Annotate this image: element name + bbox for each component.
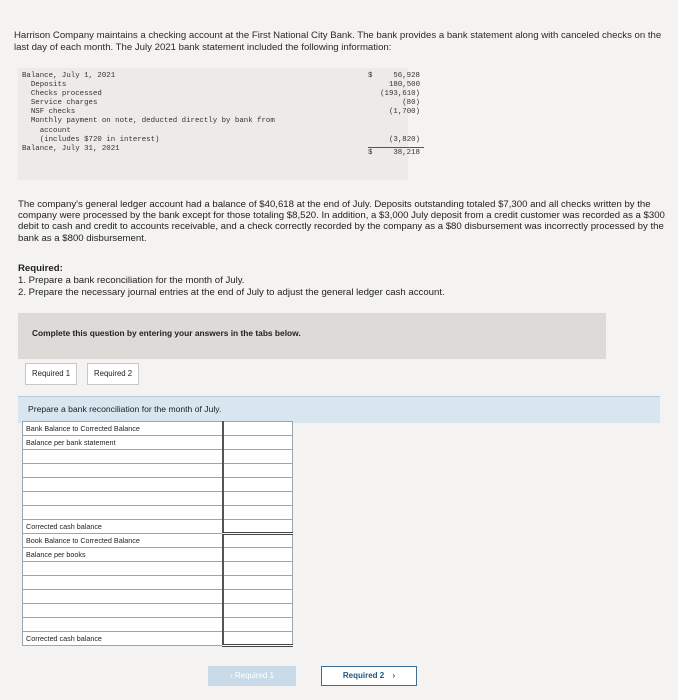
bs-label: NSF checks <box>22 108 76 117</box>
required-item: 2. Prepare the necessary journal entries at the end of July to adjust the general ledger cash account. <box>18 286 445 298</box>
bs-value: (3,820) <box>388 135 420 144</box>
book-start-label: Balance per books <box>23 548 223 562</box>
required-heading: Required: <box>18 263 63 274</box>
tab-required-2[interactable]: Required 2 <box>87 363 139 385</box>
item-cell[interactable] <box>23 492 223 506</box>
amount-cell[interactable] <box>223 506 293 520</box>
bs-value: 56,928 <box>393 72 420 80</box>
tab-required-1[interactable]: Required 1 <box>25 363 77 385</box>
bs-label: Monthly payment on note, deducted directly by bank from <box>22 117 275 126</box>
amount-cell[interactable] <box>223 450 293 464</box>
instruction-text: Complete this question by entering your answers in the tabs below. <box>32 328 301 338</box>
bank-start-label: Balance per bank statement <box>23 436 223 450</box>
item-cell[interactable] <box>23 562 223 576</box>
reconciliation-table <box>22 421 293 647</box>
problem-intro: Harrison Company maintains a checking account at the First National City Bank. The bank provides a bank statement along with canceled checks on the last day of each month. The July 2021 bank statement included the following information: <box>14 30 662 53</box>
bank-amount-input[interactable] <box>227 479 290 491</box>
item-cell[interactable] <box>23 464 223 478</box>
next-tab-label: Required 2 <box>342 671 385 680</box>
amount-cell[interactable] <box>223 618 293 632</box>
amount-cell[interactable] <box>223 604 293 618</box>
bank-statement-values <box>368 72 424 158</box>
bank-corrected-label: Corrected cash balance <box>23 520 223 534</box>
bank-item-input[interactable] <box>26 465 219 477</box>
bank-item-input[interactable] <box>26 507 219 519</box>
amount-cell[interactable] <box>223 436 293 450</box>
amount-cell[interactable] <box>223 478 293 492</box>
amount-cell[interactable] <box>223 576 293 590</box>
book-amount-input[interactable] <box>227 577 290 589</box>
prompt-bar <box>18 396 660 423</box>
bs-label: Checks processed <box>22 90 102 99</box>
chevron-left-icon: ‹ <box>229 671 235 680</box>
item-cell[interactable] <box>23 604 223 618</box>
bs-value: 38,218 <box>393 148 420 157</box>
bank-amount-input[interactable] <box>227 451 290 463</box>
item-cell[interactable] <box>23 478 223 492</box>
empty-cell <box>223 534 293 548</box>
book-item-input[interactable] <box>26 591 219 603</box>
amount-cell[interactable] <box>223 492 293 506</box>
book-item-input[interactable] <box>26 577 219 589</box>
bs-label: Deposits <box>22 81 67 90</box>
book-amount-input[interactable] <box>227 563 290 575</box>
book-amount-input[interactable] <box>227 591 290 603</box>
book-start-amount-input[interactable] <box>227 549 290 561</box>
book-item-input[interactable] <box>26 619 219 631</box>
instruction-bar <box>18 313 606 359</box>
bank-amount-input[interactable] <box>227 465 290 477</box>
bank-amount-input[interactable] <box>227 493 290 505</box>
book-corrected-label: Corrected cash balance <box>23 632 223 646</box>
bs-label: (includes $720 in interest) <box>22 135 160 144</box>
book-amount-input[interactable] <box>227 619 290 631</box>
item-cell[interactable] <box>23 618 223 632</box>
bs-value: (1,700) <box>388 108 420 117</box>
prev-tab-label: Required 1 <box>234 671 275 680</box>
bank-amount-input[interactable] <box>227 507 290 519</box>
bs-value: (80) <box>402 99 420 108</box>
bs-label: Balance, July 1, 2021 <box>22 72 116 80</box>
currency-symbol: $ <box>368 148 373 157</box>
bank-section-header: Bank Balance to Corrected Balance <box>23 422 223 436</box>
bank-item-input[interactable] <box>26 493 219 505</box>
book-amount-input[interactable] <box>227 605 290 617</box>
bank-statement-box <box>18 68 420 180</box>
book-section-header: Book Balance to Corrected Balance <box>23 534 223 548</box>
bs-label: Balance, July 31, 2021 <box>22 144 120 153</box>
item-cell[interactable] <box>23 590 223 604</box>
bs-value: (193,610) <box>380 90 420 99</box>
bs-label: account <box>22 126 71 135</box>
amount-cell[interactable] <box>223 548 293 562</box>
bank-corrected-amount <box>223 520 293 534</box>
currency-symbol: $ <box>368 72 373 80</box>
problem-paragraph: The company's general ledger account had a balance of $40,618 at the end of July. Deposits outstanding totaled $7,300 and all checks written by the company were processed by the bank except for those totaling $8,520. In addition, a $3,000 July deposit from a credit customer was recorded as a $300 debit to cash and credit to accounts receivable, and a check correctly recorded by the company as a $80 disbursement was incorrectly processed by the bank as a $800 disbursement. <box>18 199 665 244</box>
book-item-input[interactable] <box>26 605 219 617</box>
empty-cell <box>223 422 293 436</box>
required-item: 1. Prepare a bank reconciliation for the month of July. <box>18 274 245 286</box>
bank-item-input[interactable] <box>26 479 219 491</box>
book-item-input[interactable] <box>26 563 219 575</box>
required-section <box>18 263 658 298</box>
bank-start-amount-input[interactable] <box>227 437 290 449</box>
item-cell[interactable] <box>23 506 223 520</box>
chevron-right-icon: › <box>392 671 396 680</box>
amount-cell[interactable] <box>223 590 293 604</box>
book-corrected-amount <box>223 632 293 646</box>
next-tab-button[interactable] <box>321 666 417 686</box>
bs-value: 180,500 <box>388 81 420 90</box>
amount-cell[interactable] <box>223 562 293 576</box>
prev-tab-button[interactable] <box>208 666 296 686</box>
prompt-text: Prepare a bank reconciliation for the month of July. <box>28 404 222 414</box>
bank-item-input[interactable] <box>26 451 219 463</box>
bs-label: Service charges <box>22 99 98 108</box>
item-cell[interactable] <box>23 576 223 590</box>
bank-statement-labels <box>22 72 275 154</box>
item-cell[interactable] <box>23 450 223 464</box>
amount-cell[interactable] <box>223 464 293 478</box>
